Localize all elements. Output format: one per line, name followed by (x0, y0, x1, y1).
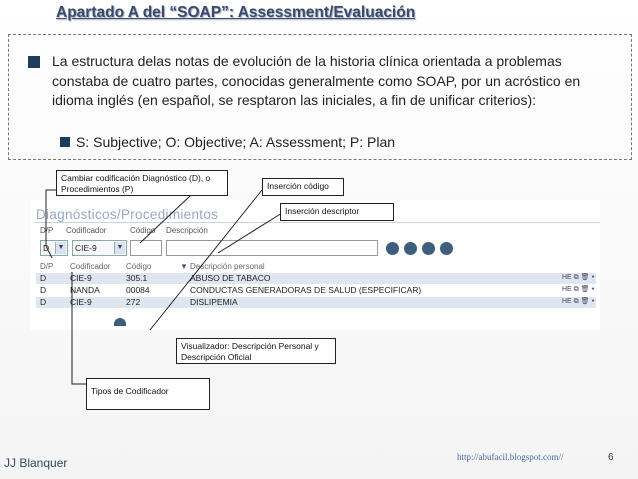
table-row[interactable]: D CIE-9 272 DISLIPEMIA HE ⧉ 🗑 ▾ (36, 297, 596, 308)
page-number: 6 (608, 452, 614, 463)
hdr-codigo: Código (130, 226, 156, 235)
dp-select[interactable]: D ▼ (40, 240, 68, 256)
bullet-main-text: La estructura delas notas de evolución de la historia clínica orientada a problemas constaba de cuatro partes, conocidas generalmente como SOAP, por un acróstico en idioma inglés (en español, se resptaron las iniciales, a fin de unificar criterios): (52, 53, 581, 108)
hdr-codificador: Codificador (66, 226, 107, 235)
chevron-down-icon: ▼ (114, 242, 125, 254)
callout-insercion-descriptor: Inserción descriptor (280, 203, 394, 221)
col-dp: D/P (40, 262, 54, 271)
footer-url[interactable]: http://abufacil.blogspot.com// (457, 452, 564, 462)
col-codigo: Código (126, 262, 152, 271)
bullet-sub-text: S: Subjective; O: Objective; A: Assessment; P: Plan (76, 134, 396, 150)
callout-tipos: Tipos de Codificador (86, 378, 210, 410)
row-actions-icon[interactable]: HE ⧉ 🗑 ▾ (562, 274, 595, 281)
callout-insercion-codigo: Inserción código (262, 178, 344, 196)
table-row[interactable]: D CIE-9 305.1 ABUSO DE TABACO HE ⧉ 🗑 ▾ (36, 273, 596, 284)
hdr-descripcion: Descripción (166, 226, 208, 235)
col-codificador: Codificador (70, 262, 111, 271)
row-actions-icon[interactable]: HE ⧉ 🗑 ▾ (562, 286, 595, 293)
codificador-select[interactable]: CIE-9 ▼ (72, 240, 127, 256)
sort-icon[interactable]: ▼ (180, 262, 188, 271)
callout-visualizador: Visualizador: Descripción Personal y Descripción Oficial (176, 338, 336, 364)
panel-title: Diagnósticos/Procedimientos (36, 207, 219, 222)
hdr-dp: D/P (40, 226, 54, 235)
row-actions-icon[interactable]: HE ⧉ 🗑 ▾ (562, 298, 595, 305)
slide-title: Apartado A del “SOAP”: Assessment/Evaluación (56, 4, 416, 21)
col-descripcion-personal: Descripción personal (190, 262, 265, 271)
author-label: JJ Blanquer (4, 456, 68, 470)
callout-cambiar: Cambiar codificación Diagnóstico (D), o Procedimientos (P) (56, 170, 228, 196)
table-row[interactable]: D NANDA 00084 CONDUCTAS GENERADORAS DE SALUD (ESPECIFICAR) HE ⧉ 🗑 ▾ (40, 285, 595, 295)
chevron-down-icon: ▼ (55, 242, 66, 254)
